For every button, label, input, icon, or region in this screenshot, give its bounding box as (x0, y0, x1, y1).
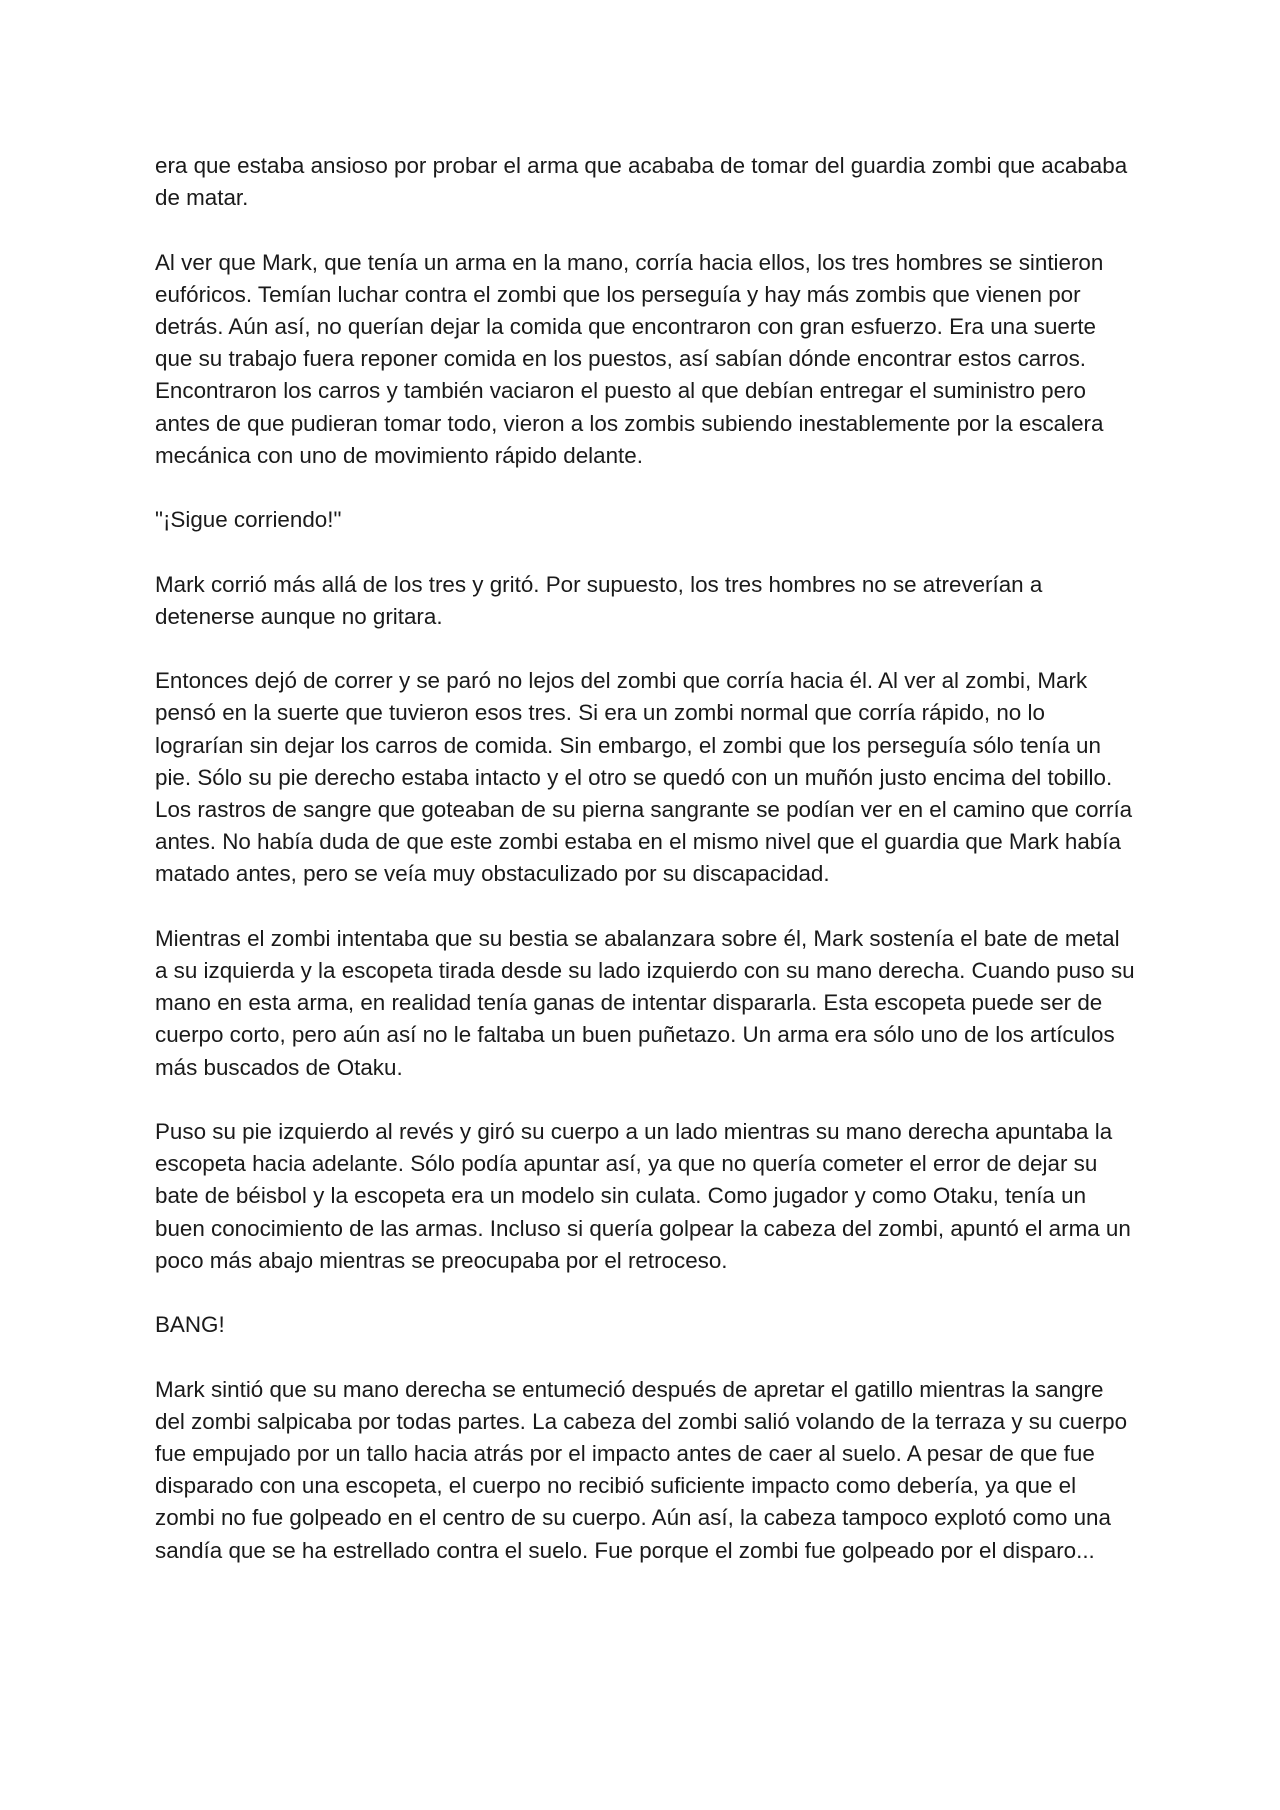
sound-effect-line: BANG! (155, 1312, 225, 1338)
paragraph: Entonces dejó de correr y se paró no lejos del zombi que corría hacia él. Al ver al zombi, Mark pensó en la suerte que tuvieron esos tres. Si era un zombi normal que corría rápido, no lo lograrían sin dejar los carros de comida. Sin embargo, el zombi que los perseguía sólo tenía un pie. Sólo su pie derecho estaba intacto y el otro se quedó con un muñón justo encima del tobillo. Los rastros de sangre que goteaban de su pierna sangrante se podían ver en el camino que corría antes. No había duda de que este zombi estaba en el mismo nivel que el guardia que Mark había matado antes, pero se veía muy obstaculizado por su discapacidad. (155, 668, 1133, 887)
paragraph: Mark sintió que su mano derecha se entumeció después de apretar el gatillo mientras la sangre del zombi salpicaba por todas partes. La cabeza del zombi salió volando de la terraza y su cuerpo fue empujado por un tallo hacia atrás por el impacto antes de caer al suelo. A pesar de que fue disparado con una escopeta, el cuerpo no recibió suficiente impacto como debería, ya que el zombi no fue golpeado en el centro de su cuerpo. Aún así, la cabeza tampoco explotó como una sandía que se ha estrellado contra el suelo. Fue porque el zombi fue golpeado por el disparo... (155, 1376, 1128, 1563)
paragraph: Mientras el zombi intentaba que su bestia se abalanzara sobre él, Mark sostenía el bate de metal a su izquierda y la escopeta tirada desde su lado izquierdo con su mano derecha. Cuando puso su mano en esta arma, en realidad tenía ganas de intentar dispararla. Esta escopeta puede ser de cuerpo corto, pero aún así no le faltaba un buen puñetazo. Un arma era sólo uno de los artículos más buscados de Otaku. (155, 925, 1135, 1080)
dialogue-line: "¡Sigue corriendo!" (155, 507, 342, 533)
paragraph: era que estaba ansioso por probar el arma que acababa de tomar del guardia zombi que acababa de matar. (155, 153, 1128, 211)
paragraph: Puso su pie izquierdo al revés y giró su cuerpo a un lado mientras su mano derecha apuntaba la escopeta hacia adelante. Sólo podía apuntar así, ya que no quería cometer el error de dejar su bate de béisbol y la escopeta era un modelo sin culata. Como jugador y como Otaku, tenía un buen conocimiento de las armas. Incluso si quería golpear la cabeza del zombi, apuntó el arma un poco más abajo mientras se preocupaba por el retroceso. (155, 1119, 1131, 1273)
document-body (155, 150, 1135, 1599)
paragraph: Mark corrió más allá de los tres y gritó. Por supuesto, los tres hombres no se atreverían a detenerse aunque no gritara. (155, 571, 1043, 629)
paragraph: Al ver que Mark, que tenía un arma en la mano, corría hacia ellos, los tres hombres se sintieron eufóricos. Temían luchar contra el zombi que los perseguía y hay más zombis que vienen por detrás. Aún así, no querían dejar la comida que encontraron con gran esfuerzo. Era una suerte que su trabajo fuera reponer comida en los puestos, así sabían dónde encontrar estos carros. Encontraron los carros y también vaciaron el puesto al que debían entregar el suministro pero antes de que pudieran tomar todo, vieron a los zombis subiendo inestablemente por la escalera mecánica con uno de movimiento rápido delante. (155, 249, 1104, 468)
